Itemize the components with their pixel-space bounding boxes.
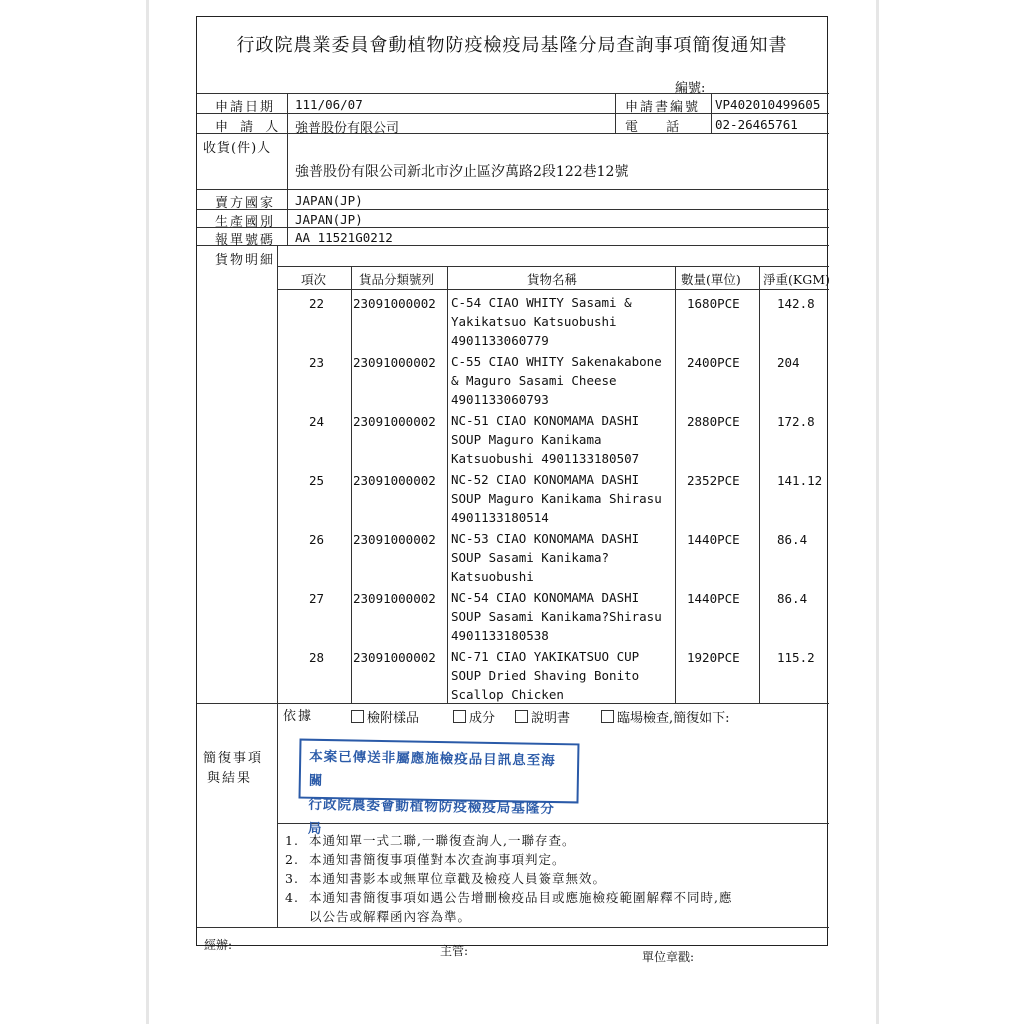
goods-hs-code: 23091000002 [353,650,436,665]
goods-hs-code: 23091000002 [353,355,436,370]
option-sample: 檢附樣品 [351,707,419,726]
seller-country-label: 賣方國家 [215,196,276,211]
header-item: 項次 [301,272,327,287]
goods-item-number: 28 [309,650,325,665]
note-4-continued: 以公告或解釋函內容為準。 [309,909,472,924]
application-date-value: 111/06/07 [295,97,363,112]
goods-net-weight: 172.8 [777,414,815,429]
header-qty: 數量(單位) [681,272,741,287]
goods-quantity: 2400PCE [687,355,740,370]
goods-net-weight: 142.8 [777,296,815,311]
goods-item-number: 25 [309,473,325,488]
application-date-label: 申請日期 [215,100,276,115]
seller-country-value: JAPAN(JP) [295,193,363,208]
header-name: 貨物名稱 [527,272,578,287]
checkbox-manual [515,710,528,723]
consignee-label: 收貨(件)人 [203,141,272,156]
goods-hs-code: 23091000002 [353,414,436,429]
origin-country-value: JAPAN(JP) [295,212,363,227]
goods-hs-code: 23091000002 [353,473,436,488]
option-onsite: 臨場檢查,簡復如下: [601,707,730,726]
goods-net-weight: 86.4 [777,532,808,547]
origin-country-label: 生產國別 [215,215,276,230]
quarantine-stamp [298,739,579,837]
goods-net-weight: 115.2 [777,650,815,665]
goods-quantity: 1920PCE [687,650,740,665]
goods-description: NC-53 CIAO KONOMAMA DASHI SOUP Sasami Kanikama?Katsuobushi [451,531,640,584]
note-4: 4. 本通知書簡復事項如遇公告增刪檢疫品目或應施檢疫範圍解釋不同時,應 [285,890,733,905]
goods-description: NC-51 CIAO KONOMAMA DASHI SOUP Maguro Kanikama Katsuobushi 4901133180507 [451,413,640,466]
basis-label: 依據 [283,709,314,724]
goods-item-number: 24 [309,414,325,429]
reply-section-label-2: 與結果 [207,771,253,786]
goods-net-weight: 141.12 [777,473,823,488]
goods-description: NC-54 CIAO KONOMAMA DASHI SOUP Sasami Kanikama?Shirasu 4901133180538 [451,590,662,643]
goods-hs-code: 23091000002 [353,532,436,547]
goods-item-number: 26 [309,532,325,547]
goods-section-label: 貨物明細 [215,253,276,268]
goods-hs-code: 23091000002 [353,296,436,311]
serial-label: 編號: [675,81,706,96]
goods-item-number: 22 [309,296,325,311]
notice-form [196,16,828,946]
goods-net-weight: 204 [777,355,800,370]
goods-quantity: 1440PCE [687,532,740,547]
goods-net-weight: 86.4 [777,591,808,606]
phone-value: 02-26465761 [715,117,798,132]
note-3: 3. 本通知書影本或無單位章戳及檢疫人員簽章無效。 [285,871,607,886]
goods-hs-code: 23091000002 [353,591,436,606]
goods-item-number: 27 [309,591,325,606]
goods-description: C-54 CIAO WHITY Sasami & Yakikatsuo Katsuobushi 4901133060779 [451,295,632,348]
note-1: 1. 本通知單一式二聯,一聯復查詢人,一聯存查。 [285,833,576,848]
application-number-value: VP402010499605 [715,97,821,112]
form-title: 行政院農業委員會動植物防疫檢疫局基隆分局查詢事項簡復通知書 [236,35,788,56]
application-number-label: 申請書編號 [625,100,701,115]
page-edge-right [876,0,879,1024]
goods-item-number: 23 [309,355,325,370]
checkbox-sample [351,710,364,723]
declaration-number-value: AA 11521G0212 [295,230,393,245]
handler-label: 經辦: [204,938,233,952]
stamp-line-2: 行政院農委會動植物防疫檢疫局基隆分局 [307,796,555,837]
consignee-value: 強普股份有限公司新北市汐止區汐萬路2段122巷12號 [295,164,629,180]
checkbox-ingredients [453,710,466,723]
goods-quantity: 2880PCE [687,414,740,429]
goods-quantity: 1680PCE [687,296,740,311]
stamp-line-1: 本案已傳送非屬應施檢疫品目訊息至海關 [308,748,556,789]
declaration-number-label: 報單號碼 [215,233,276,248]
applicant-label: 申 請 人 [215,120,283,135]
header-weight: 淨重(KGM) [763,272,830,287]
option-ingredients: 成分 [453,707,495,726]
goods-quantity: 1440PCE [687,591,740,606]
goods-description: C-55 CIAO WHITY Sakenakabone & Maguro Sasami Cheese 4901133060793 [451,354,662,407]
option-manual: 說明書 [515,707,570,726]
goods-description: NC-52 CIAO KONOMAMA DASHI SOUP Maguro Kanikama Shirasu 4901133180514 [451,472,662,525]
goods-description: NC-71 CIAO YAKIKATSUO CUP SOUP Dried Shaving Bonito Scallop Chicken [451,649,640,702]
header-code: 貨品分類號列 [359,272,435,287]
note-2: 2. 本通知書簡復事項僅對本次查詢事項判定。 [285,852,566,867]
supervisor-label: 主管: [440,944,469,958]
page-edge-left [146,0,149,1024]
unit-stamp-label: 單位章戳: [642,950,695,964]
checkbox-onsite [601,710,614,723]
phone-label: 電 話 [625,120,692,135]
reply-section-label-1: 簡復事項 [203,751,264,766]
goods-quantity: 2352PCE [687,473,740,488]
applicant-value: 強普股份有限公司 [295,121,400,136]
